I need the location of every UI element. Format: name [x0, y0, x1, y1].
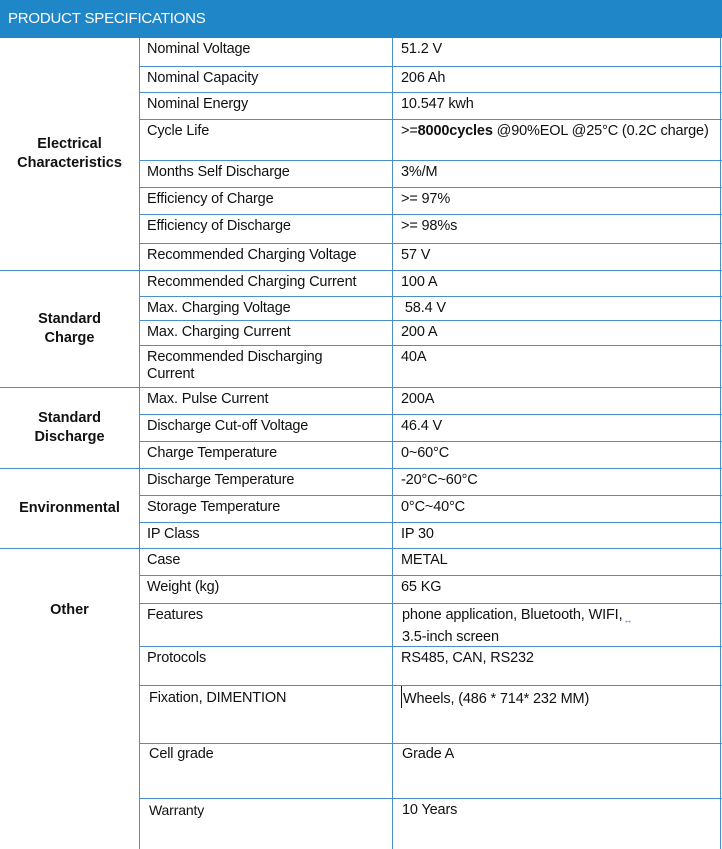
page-title: PRODUCT SPECIFICATIONS	[8, 10, 206, 27]
group-label: Standard	[38, 311, 101, 327]
table-row	[139, 38, 722, 66]
param-cell: Warranty	[149, 802, 205, 818]
table-row	[139, 603, 722, 646]
group-label: Other	[50, 602, 89, 618]
column-divider-middle	[392, 38, 393, 849]
param-cell: Nominal Energy	[147, 96, 249, 112]
group-label: Environmental	[19, 500, 120, 516]
group-label: Electrical	[37, 136, 102, 152]
table-row	[139, 522, 722, 548]
param-cell: Recommended Charging Current	[147, 274, 357, 290]
table-row	[139, 387, 722, 414]
table-row	[139, 160, 722, 187]
value-cell: Grade A	[402, 746, 455, 762]
value-cell: 100 A	[401, 274, 438, 290]
group-electrical	[0, 38, 139, 270]
group-label: Charge	[44, 330, 95, 346]
table-row	[139, 119, 722, 160]
table-row	[139, 243, 722, 270]
value-cell: IP 30	[401, 526, 434, 542]
param-cell: Weight (kg)	[147, 579, 220, 595]
value-cell: 0°C~40°C	[401, 499, 466, 515]
table-row	[139, 575, 722, 603]
param-cell: Storage Temperature	[147, 499, 281, 515]
column-divider-right	[720, 38, 721, 849]
value-cell	[402, 604, 714, 646]
table-row	[139, 685, 722, 743]
value-text: phone application, Bluetooth, WIFI,	[402, 607, 623, 623]
param-cell: Max. Charging Current	[147, 324, 291, 340]
table-row	[139, 798, 722, 849]
param-cell: Features	[147, 607, 204, 623]
param-cell: Months Self Discharge	[147, 164, 290, 180]
value-cell: 3%/M	[401, 164, 438, 180]
group-environmental	[0, 468, 139, 548]
param-cell: Protocols	[147, 650, 207, 666]
header-bar	[0, 0, 722, 38]
value-cell: 58.4 V	[401, 300, 446, 316]
group-label: Discharge	[34, 429, 105, 445]
value-cell: 40A	[401, 349, 427, 365]
value-cell: 10 Years	[402, 802, 458, 818]
table-row	[139, 296, 722, 320]
param-cell: Max. Charging Voltage	[147, 300, 291, 316]
value-cell: -20°C~60°C	[401, 472, 478, 488]
value-cell: 65 KG	[401, 579, 442, 595]
value-suffix: @90%EOL @25°C (0.2C charge)	[492, 123, 709, 139]
param-cell: Charge Temperature	[147, 445, 278, 461]
value-bold: 8000cycles	[417, 123, 493, 139]
table-row	[139, 320, 722, 345]
value-cell: >= 97%	[401, 191, 451, 207]
table-row	[139, 468, 722, 495]
table-row	[139, 414, 722, 441]
group-standard-charge	[0, 270, 139, 387]
table-row	[139, 495, 722, 522]
param-cell: Recommended Discharging Current	[147, 349, 323, 382]
value-cell: 200 A	[401, 324, 438, 340]
param-cell: Discharge Temperature	[147, 472, 295, 488]
table-row	[139, 66, 722, 92]
value-cell: 57 V	[401, 247, 431, 263]
value-cell: 200A	[401, 391, 435, 407]
value-cell: METAL	[401, 552, 448, 568]
link-icon: ↔	[623, 614, 633, 625]
group-other	[0, 548, 139, 849]
param-cell: Fixation, DIMENTION	[149, 690, 287, 706]
table-row	[139, 270, 722, 296]
param-cell: Discharge Cut-off Voltage	[147, 418, 309, 434]
value-prefix: >=	[401, 123, 418, 139]
param-cell: Nominal Capacity	[147, 70, 259, 86]
param-cell: Nominal Voltage	[147, 41, 251, 57]
group-label: Characteristics	[17, 155, 122, 171]
param-cell: Recommended Charging Voltage	[147, 247, 357, 263]
value-cell: 206 Ah	[401, 70, 446, 86]
table-row	[139, 743, 722, 798]
param-cell: Cycle Life	[147, 123, 210, 139]
param-cell: Efficiency of Charge	[147, 191, 274, 207]
table-row	[139, 548, 722, 575]
param-cell: Case	[147, 552, 181, 568]
value-cell: >= 98%s	[401, 218, 458, 234]
column-divider-left	[139, 38, 140, 849]
table-row	[139, 441, 722, 468]
value-cell	[401, 120, 713, 140]
param-cell: IP Class	[147, 526, 200, 542]
table-row	[139, 646, 722, 685]
value-cell: 46.4 V	[401, 418, 443, 434]
param-cell: Efficiency of Discharge	[147, 218, 291, 234]
value-cell: RS485, CAN, RS232	[401, 650, 534, 666]
param-cell: Max. Pulse Current	[147, 391, 269, 407]
value-text-line2: 3.5-inch screen	[402, 628, 499, 645]
value-cell: 10.547 kwh	[401, 96, 474, 112]
group-standard-discharge	[0, 387, 139, 468]
value-cell: 0~60°C	[401, 445, 450, 461]
value-cell: Wheels, (486 * 714* 232 MM)	[401, 686, 713, 708]
table-row	[139, 214, 722, 243]
table-row	[139, 345, 722, 387]
group-label: Standard	[38, 410, 101, 426]
table-row	[139, 187, 722, 214]
param-cell: Cell grade	[149, 746, 214, 762]
value-cell: 51.2 V	[401, 41, 443, 57]
table-row	[139, 92, 722, 119]
